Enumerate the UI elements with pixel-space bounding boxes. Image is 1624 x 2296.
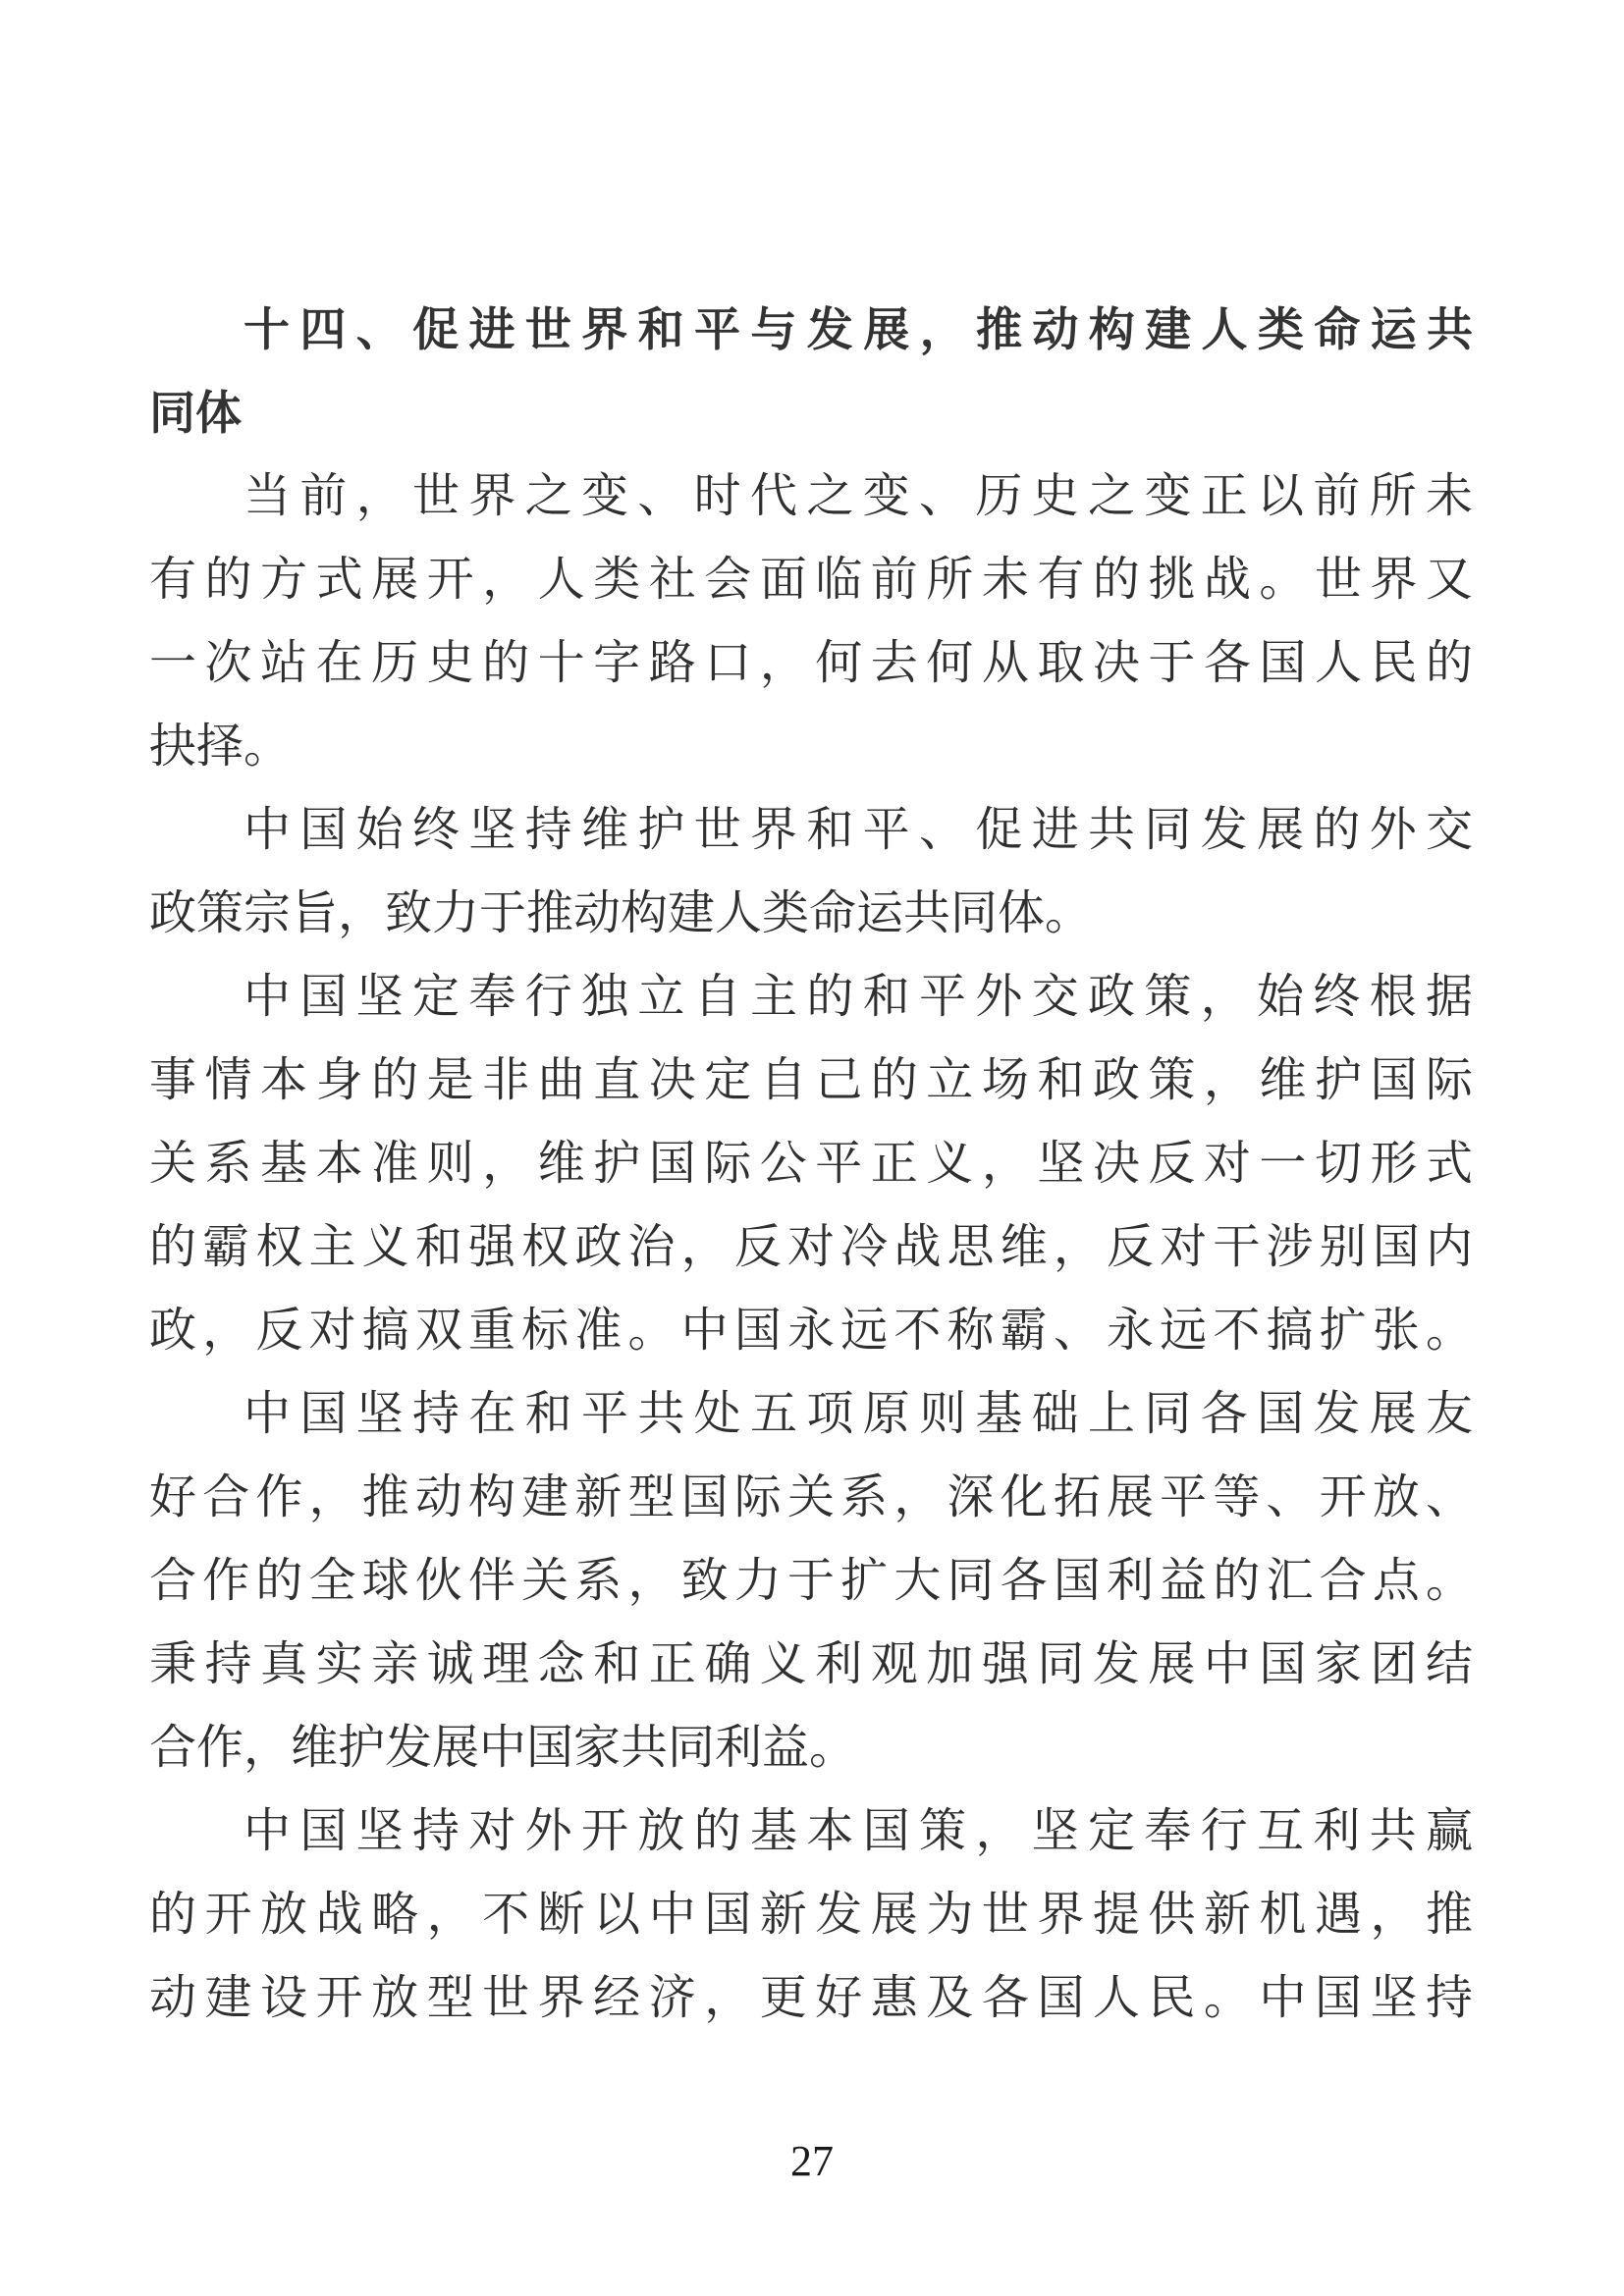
- paragraph-line: 关系基本准则，维护国际公平正义，坚决反对一切形式: [149, 1138, 1473, 1190]
- section-heading-line-2: 同体: [149, 387, 242, 439]
- paragraph-line: 合作，维护发展中国家共同利益。: [149, 1722, 857, 1774]
- section-content: [149, 288, 1473, 2040]
- paragraph-line: 中国坚定奉行独立自主的和平外交政策，始终根据: [244, 971, 1473, 1023]
- paragraph-line: 好合作，推动构建新型国际关系，深化拓展平等、开放、: [149, 1471, 1473, 1523]
- paragraph-line: 政，反对搞双重标准。中国永远不称霸、永远不搞扩张。: [149, 1305, 1473, 1357]
- paragraph-line: 的开放战略，不断以中国新发展为世界提供新机遇，推: [149, 1889, 1473, 1941]
- paragraph-line: 一次站在历史的十字路口，何去何从取决于各国人民的: [149, 637, 1473, 689]
- page-number: 27: [790, 2137, 834, 2185]
- paragraph-line: 中国始终坚持维护世界和平、促进共同发展的外交: [244, 804, 1473, 856]
- paragraph-line: 中国坚持在和平共处五项原则基础上同各国发展友: [244, 1388, 1473, 1440]
- paragraph-line: 有的方式展开，人类社会面临前所未有的挑战。世界又: [149, 554, 1473, 606]
- paragraph-line: 合作的全球伙伴关系，致力于扩大同各国利益的汇合点。: [149, 1555, 1473, 1607]
- paragraph-line: 的霸权主义和强权政治，反对冷战思维，反对干涉别国内: [149, 1221, 1473, 1273]
- paragraph-line: 抉择。: [149, 721, 292, 773]
- paragraph-line: 政策宗旨，致力于推动构建人类命运共同体。: [149, 887, 1093, 939]
- paragraph-line: 中国坚持对外开放的基本国策，坚定奉行互利共赢: [244, 1805, 1473, 1857]
- paragraph-line: 当前，世界之变、时代之变、历史之变正以前所未: [244, 470, 1473, 522]
- section-heading-line-1: 十四、促进世界和平与发展，推动构建人类命运共: [244, 303, 1473, 355]
- paragraph-line: 事情本身的是非曲直决定自己的立场和政策，维护国际: [149, 1054, 1473, 1106]
- paragraph-line: 动建设开放型世界经济，更好惠及各国人民。中国坚持: [149, 1972, 1473, 2024]
- paragraph-line: 秉持真实亲诚理念和正确义利观加强同发展中国家团结: [149, 1638, 1473, 1690]
